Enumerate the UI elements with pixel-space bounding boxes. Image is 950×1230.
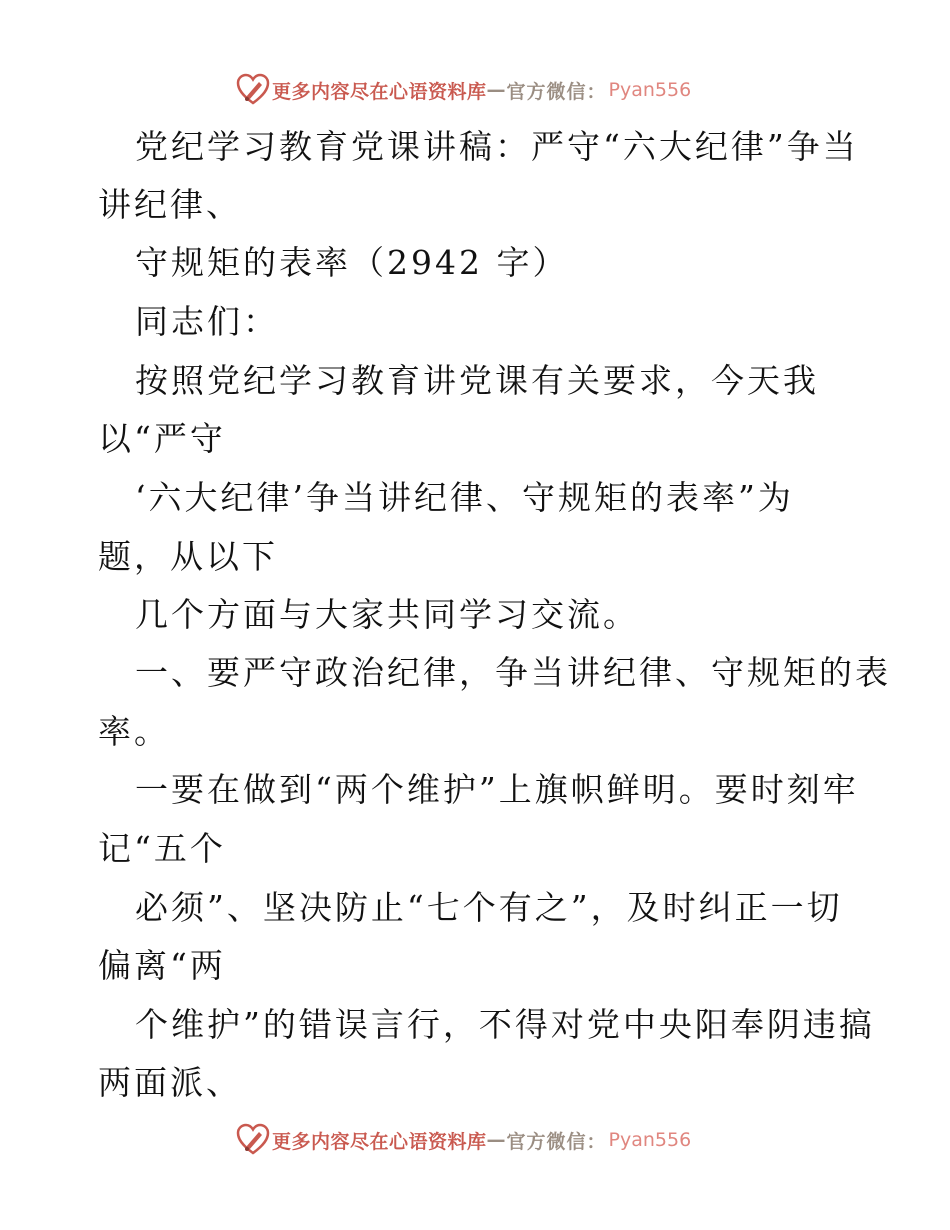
paragraph-line: 两面派、 xyxy=(98,1063,242,1102)
doc-title-line-1: 党纪学习教育党课讲稿：严守“六大纪律”争当 xyxy=(135,127,859,166)
footer-banner xyxy=(236,1120,691,1160)
banner-wechat-label: 官方微信： xyxy=(506,80,607,103)
doc-title-line-2: 讲纪律、 xyxy=(98,185,242,224)
banner-dash: — xyxy=(486,1129,507,1151)
paragraph-line: 偏离“两 xyxy=(98,946,226,985)
banner-wechat-id: Pyan556 xyxy=(608,1129,692,1151)
heart-pen-logo-icon xyxy=(236,1123,270,1157)
banner-site-text: 更多内容尽在心语资料库 xyxy=(272,1130,487,1153)
section-heading-line: 一、要严守政治纪律，争当讲纪律、守规矩的表 xyxy=(135,653,891,692)
paragraph-line: 以“严守 xyxy=(98,419,226,458)
paragraph-line: 几个方面与大家共同学习交流。 xyxy=(135,595,639,634)
paragraph-line: 题，从以下 xyxy=(98,537,278,576)
banner-dash: — xyxy=(486,79,507,101)
doc-title-line-3: 守规矩的表率（2942 字） xyxy=(135,243,569,282)
salutation: 同志们： xyxy=(135,302,279,341)
section-heading-line: 率。 xyxy=(98,712,170,751)
banner-wechat-id: Pyan556 xyxy=(608,79,692,101)
paragraph-line: 必须”、坚决防止“七个有之”，及时纠正一切 xyxy=(135,888,843,927)
paragraph-line: 按照党纪学习教育讲党课有关要求，今天我 xyxy=(135,361,819,400)
paragraph-line: 记“五个 xyxy=(98,829,226,868)
paragraph-line: ‘六大纪律’争当讲纪律、守规矩的表率”为 xyxy=(135,478,794,517)
paragraph-line: 个维护”的错误言行，不得对党中央阳奉阴违搞 xyxy=(135,1005,875,1044)
banner-wechat-label: 官方微信： xyxy=(506,1130,607,1153)
paragraph-line: 一要在做到“两个维护”上旗帜鲜明。要时刻牢 xyxy=(135,770,859,809)
banner-site-text: 更多内容尽在心语资料库 xyxy=(272,80,487,103)
